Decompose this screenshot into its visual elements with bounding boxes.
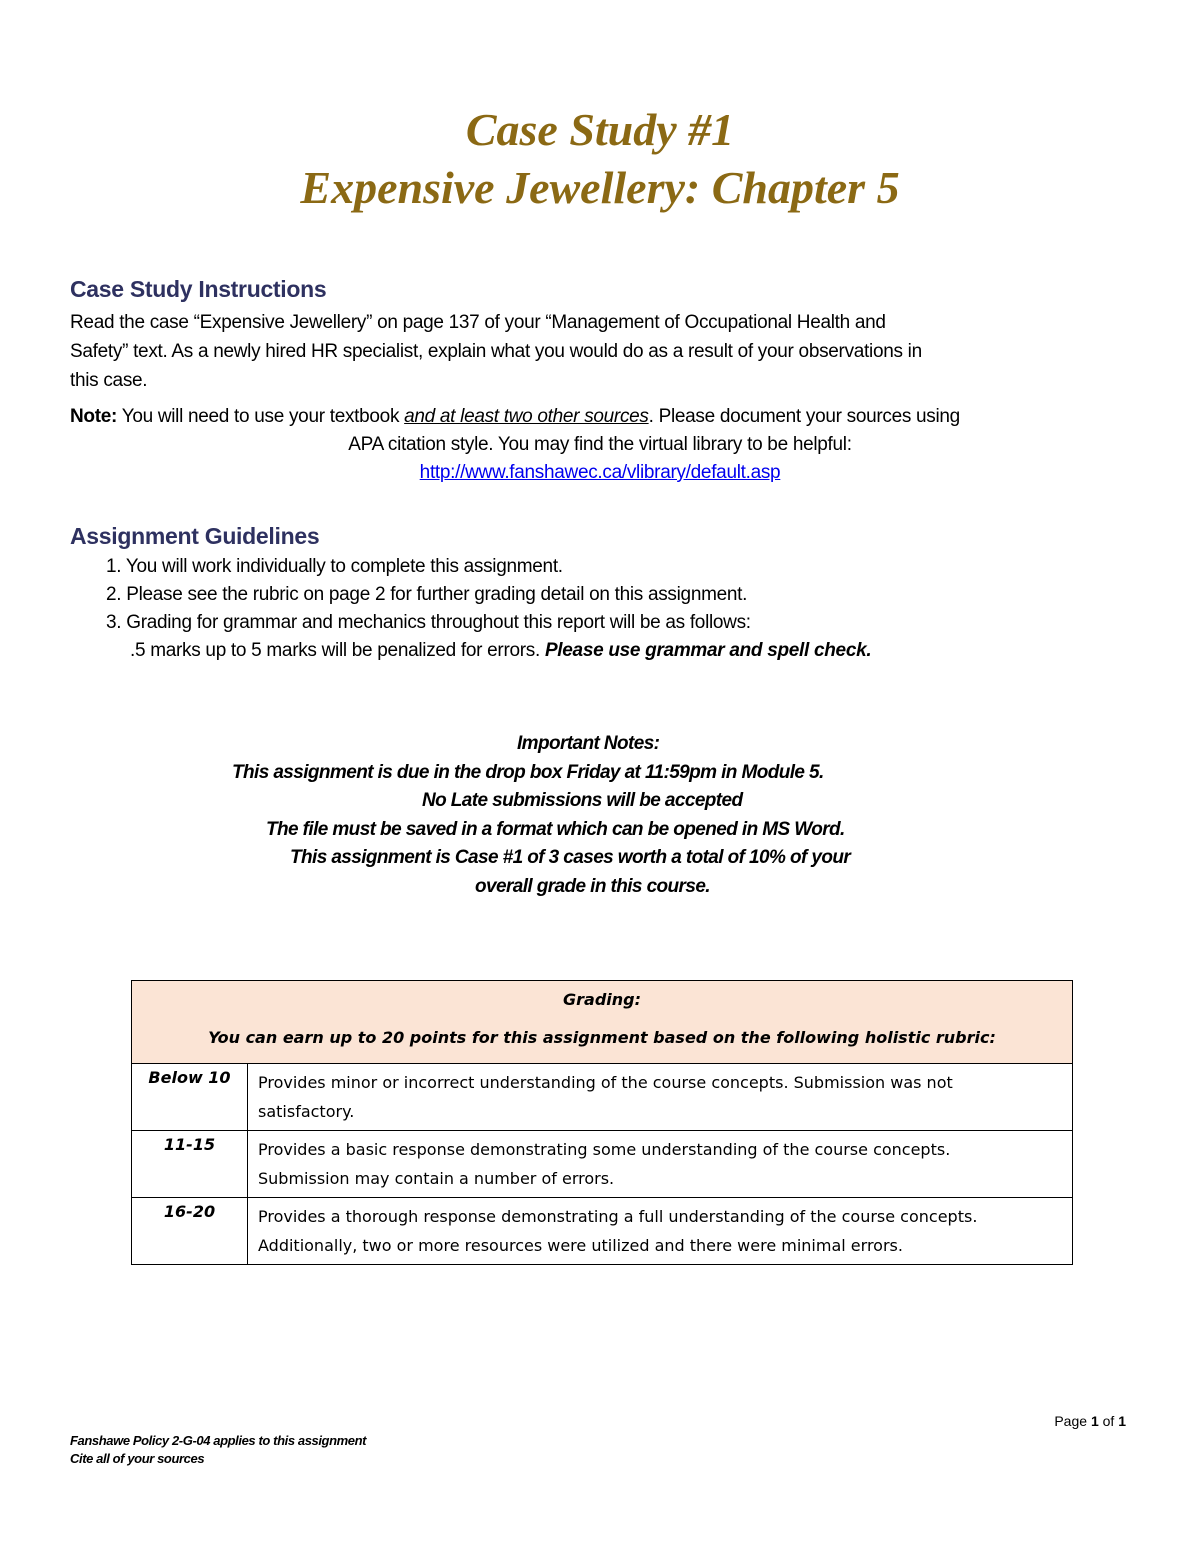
rubric-header <box>132 981 1073 1064</box>
grade-description <box>248 1064 1073 1131</box>
instructions-line-1: Read the case “Expensive Jewellery” on page 137 of your “Management of Occupational Health and <box>70 312 886 333</box>
instructions-paragraph <box>70 308 1130 395</box>
guideline-item: 3. Grading for grammar and mechanics throughout this report will be as follows: <box>106 612 751 633</box>
table-row <box>132 1131 1073 1198</box>
instructions-heading: Case Study Instructions <box>70 276 327 302</box>
description-line: Provides minor or incorrect understanding of the course concepts. Submission was not <box>258 1073 953 1092</box>
guideline-item: 1. You will work individually to complete this assignment. <box>106 556 563 577</box>
instructions-line-2: Safety” text. As a newly hired HR specialist, explain what you would do as a result of your observations in <box>70 341 922 362</box>
note-label: Note: <box>70 406 118 427</box>
important-note-line: This assignment is Case #1 of 3 cases worth a total of 10% of your <box>290 847 851 868</box>
page-total: 1 <box>1118 1413 1126 1429</box>
footer-cite: Cite all of your sources <box>70 1451 205 1466</box>
instructions-line-3: this case. <box>70 370 148 391</box>
title-line-1: Case Study #1 <box>465 104 735 155</box>
note-emphasis: and at least two other sources <box>404 406 649 427</box>
page-current: 1 <box>1090 1413 1099 1429</box>
table-row <box>132 1198 1073 1265</box>
grade-range: 16-20 <box>132 1198 248 1265</box>
important-note-line: The file must be saved in a format which can be opened in MS Word. <box>266 819 845 840</box>
important-note-line: overall grade in this course. <box>475 876 710 897</box>
guideline-sub-item <box>130 640 871 662</box>
description-line: satisfactory. <box>258 1102 355 1121</box>
rubric-header-title: Grading: <box>563 990 641 1009</box>
description-line: Provides a thorough response demonstrating a full understanding of the course concepts. <box>258 1207 978 1226</box>
table-row <box>132 1064 1073 1131</box>
note-line-2: APA citation style. You may find the virtual library to be helpful: <box>348 434 852 455</box>
important-notes-heading: Important Notes: <box>517 733 660 754</box>
virtual-library-link[interactable]: http://www.fanshawec.ca/vlibrary/default.asp <box>419 462 781 483</box>
note-line <box>70 402 1130 431</box>
grade-description <box>248 1198 1073 1265</box>
note-text-2: . Please document your sources using <box>648 406 960 427</box>
grade-range: Below 10 <box>132 1064 248 1131</box>
library-link-row <box>0 462 1200 484</box>
important-note-line: No Late submissions will be accepted <box>422 790 743 811</box>
page-number <box>1054 1413 1126 1429</box>
grade-description <box>248 1131 1073 1198</box>
spell-check-reminder: Please use grammar and spell check. <box>544 640 872 661</box>
grading-rubric-table <box>131 980 1073 1265</box>
important-note-line: This assignment is due in the drop box Friday at 11:59pm in Module 5. <box>232 762 824 783</box>
note-text-1: You will need to use your textbook <box>117 406 405 427</box>
page-label: Page <box>1054 1413 1091 1429</box>
guidelines-heading: Assignment Guidelines <box>70 523 320 549</box>
footer-policy: Fanshawe Policy 2-G-04 applies to this assignment <box>70 1433 367 1448</box>
rubric-header-row <box>132 981 1073 1064</box>
description-line: Provides a basic response demonstrating some understanding of the course concepts. <box>258 1140 951 1159</box>
title-line-2: Expensive Jewellery: Chapter 5 <box>300 162 900 213</box>
description-line: Submission may contain a number of errors. <box>258 1169 615 1188</box>
grade-range: 11-15 <box>132 1131 248 1198</box>
guideline-item: 2. Please see the rubric on page 2 for further grading detail on this assignment. <box>106 584 748 605</box>
penalty-text: .5 marks up to 5 marks will be penalized for errors. <box>130 640 545 661</box>
page-of: of <box>1098 1413 1119 1429</box>
description-line: Additionally, two or more resources were utilized and there were minimal errors. <box>258 1236 903 1255</box>
rubric-header-subtitle: You can earn up to 20 points for this assignment based on the following holistic rubric: <box>208 1028 996 1047</box>
